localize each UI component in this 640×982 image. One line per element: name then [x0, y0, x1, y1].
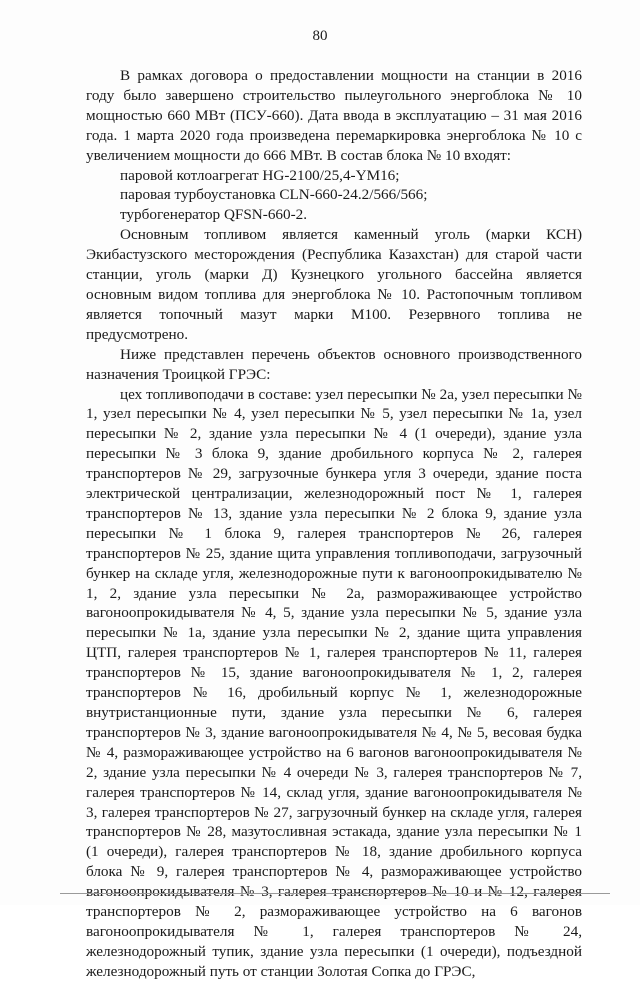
list-item-turbine: паровая турбоустановка CLN-660-24.2/566/566;	[120, 186, 428, 204]
paragraph-objects-intro: Ниже представлен перечень объектов основного производственного назначения Троицкой ГРЭС:	[86, 345, 582, 383]
page-number: 80	[312, 28, 328, 44]
list-item-generator: турбогенератор QFSN-660-2.	[120, 206, 308, 224]
bottom-divider	[60, 893, 610, 894]
paragraph-fuel-supply-shop: цех топливоподачи в составе: узел пересыпки № 2а, узел пересыпки № 1, узел пересыпки № 4, узел пересыпки № 5, узел пересыпки № 1а, узел пересыпки № 2, здание узла пересыпки № 4 (1 очереди), здание узла пересыпки № 3 блока 9, здание дробильного корпуса № 2, галерея транспортеров № 29, загрузочные бункера угля 3 очереди, здание поста электрической централизации, железнодорожный пост № 1, галерея транспортеров № 13, здание узла пересыпки № 2 блока 9, здание узла пересыпки № 1 блока 9, галерея транспортеров № 26, галерея транспортеров № 25, здание щита управления топливоподачи, загрузочный бункер на складе угля, железнодорожные пути к вагоноопрокидывателю № 1, 2, здание узла пересыпки № 2а, размораживающее устройство вагоноопрокидывателя № 4, 5, здание узла пересыпки № 5, здание узла пересыпки № 1а, здание узла пересыпки № 2, здание щита управления ЦТП, галерея транспортеров № 1, галерея транспортеров № 11, галерея транспортеров № 15, здание вагоноопрокидывателя № 1, 2, галерея транспортеров № 16, дробильный корпус № 1, железнодорожные внутристанционные пути, здание узла пересыпки № 6, галерея транспортеров № 3, здание вагоноопрокидывателя № 4, № 5, весовая будка № 4, размораживающее устройство на 6 вагонов вагоноопрокидывателя № 2, здание узла пересыпки № 4 очереди № 3, галерея транспортеров № 7, галерея транспортеров № 14, склад угля, здание вагоноопрокидывателя № 3, галерея транспортеров № 27, загрузочный бункер на складе угля, галерея транспортеров № 28, мазутосливная эстакада, здание узла пересыпки № 1 (1 очереди), галерея транспортеров № 18, здание дробильного корпуса блока № 9, галерея транспортеров № 4, размораживающее устройство вагоноопрокидывателя № 3, галерея транспортеров № 10 и № 12, галерея транспортеров № 2, размораживающее устройство на 6 вагонов вагоноопрокидывателя № 1, галерея транспортеров № 24, железнодорожный тупик, здание узла пересыпки (1 очереди), подъездной железнодорожный путь от станции Золотая Сопка до ГРЭС,	[86, 385, 582, 980]
document-body	[86, 66, 582, 982]
list-item-boiler: паровой котлоагрегат HG-2100/25,4-YM16;	[120, 166, 400, 184]
paragraph-block10-construction: В рамках договора о предоставлении мощности на станции в 2016 году было завершено строительство пылеугольного энергоблока № 10 мощностью 660 МВт (ПСУ-660). Дата ввода в эксплуатацию – 31 мая 2016 года. 1 марта 2020 года произведена перемаркировка энергоблока № 10 с увеличением мощности до 666 МВт. В состав блока № 10 входят:	[86, 67, 582, 164]
paragraph-fuel: Основным топливом является каменный уголь (марки КСН) Экибастузского месторождения (Республика Казахстан) для старой части станции, уголь (марки Д) Кузнецкого угольного бассейна является основным видом топлива для энергоблока № 10. Растопочным топливом является топочный мазут марки М100. Резервного топлива не предусмотрено.	[86, 226, 582, 343]
